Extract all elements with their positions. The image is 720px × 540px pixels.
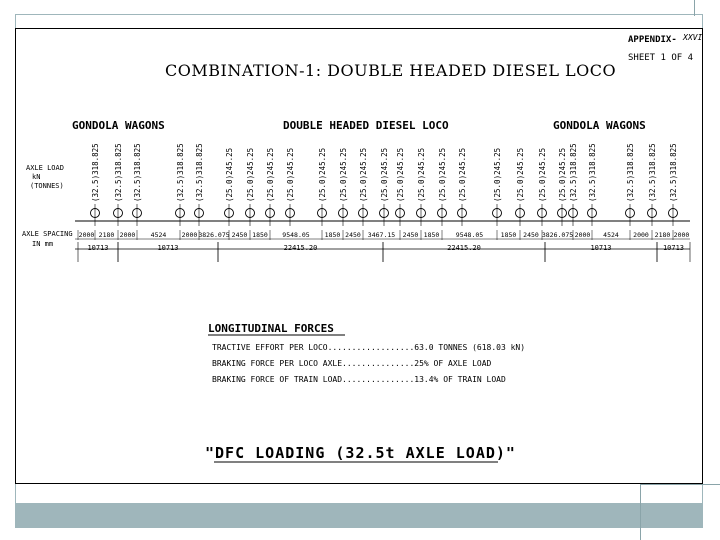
axle-load-value: (32.5)318.825 [626, 143, 635, 202]
axle-load-value: (32.5)318.825 [648, 143, 657, 202]
axle-spacing-value: 2000 [633, 231, 649, 239]
axle-load-value: (32.5)318.825 [114, 143, 123, 202]
spacing-group [78, 230, 689, 240]
axle-spacing-value: 2000 [119, 231, 136, 239]
axle-load-value: (32.5)318.825 [669, 143, 678, 202]
axle-load-value: (25.0)245.25 [359, 147, 368, 202]
axle-load-value: (25.0)245.25 [339, 147, 348, 202]
segment-length: 10713 [157, 244, 179, 252]
segment-length: 10713 [590, 244, 612, 252]
segment-length: 22415.20 [283, 244, 318, 252]
axle-load-value: (25.0)245.25 [318, 147, 327, 202]
axle-load-value: (25.0)245.25 [558, 147, 567, 202]
sheet-label: SHEET 1 OF 4 [628, 53, 694, 63]
axle-load-value: (25.0)245.25 [493, 147, 502, 202]
axle-spacing-value: 2000 [574, 231, 591, 239]
axle-load-value: (25.0)245.25 [246, 147, 255, 202]
loading-caption: "DFC LOADING (32.5t AXLE LOAD)" [205, 444, 516, 462]
axle-spacing-value: 2450 [523, 231, 539, 239]
axle-load-value: (32.5)318.825 [133, 143, 142, 202]
axle-load-value: (32.5)318.825 [91, 143, 100, 202]
axle-spacing-value: 4524 [603, 231, 619, 239]
segment-length: 10713 [662, 244, 685, 252]
forces-line-2: BRAKING FORCE PER LOCO AXLE...............25% OF AXLE LOAD [212, 359, 492, 368]
section-right: GONDOLA WAGONS [553, 119, 646, 132]
axle-spacing-value: 1850 [252, 231, 268, 239]
axle-load-value: (25.0)245.25 [225, 147, 234, 202]
segment-group [78, 242, 690, 262]
axle-load-tonnes: (TONNES) [30, 182, 64, 190]
axle-spacing-value: 4524 [150, 231, 167, 239]
axle-load-value: (25.0)245.25 [458, 147, 467, 202]
section-left: GONDOLA WAGONS [72, 119, 165, 132]
axle-spacing-value: 2450 [345, 231, 361, 239]
section-middle: DOUBLE HEADED DIESEL LOCO [283, 119, 449, 132]
axle-spacing-value: 2000 [78, 231, 95, 239]
forces-line-1: TRACTIVE EFFORT PER LOCO..................63.0 TONNES (618.03 kN) [212, 343, 526, 352]
axle-load-value: (25.0)245.25 [286, 147, 295, 202]
axle-load-value: (32.5)318.825 [195, 143, 204, 202]
axle-load-value: (25.0)245.25 [538, 147, 547, 202]
axle-load-value: (32.5)318.825 [588, 143, 597, 202]
axle-load-label: AXLE LOAD [26, 164, 64, 172]
axle-spacing-value: 2000 [673, 231, 690, 239]
axle-load-value: (32.5)318.825 [569, 143, 578, 202]
axle-spacing-value: 3467.15 [367, 231, 396, 239]
axle-spacing-value: 2000 [181, 231, 198, 239]
axle-load-value: (25.0)245.25 [266, 147, 275, 202]
axle-spacing-value: 9548.05 [282, 231, 310, 239]
spacing-label: AXLE SPACING [22, 230, 73, 238]
axle-spacing-value: 1850 [324, 231, 341, 239]
forces-line-3: BRAKING FORCE OF TRAIN LOAD...............13.4% OF TRAIN LOAD [212, 375, 506, 384]
axle-load-value: (25.0)245.25 [380, 147, 389, 202]
axle-load-value: (25.0)245.25 [516, 147, 525, 202]
segment-length: 22415.20 [447, 244, 481, 252]
axle-spacing-value: 3826.075 [198, 231, 230, 239]
axle-spacing-value: 1850 [423, 231, 440, 239]
axle-spacing-value: 2450 [231, 231, 248, 239]
axle-load-value: (32.5)318.825 [176, 143, 185, 202]
axle-spacing-value: 9548.05 [455, 231, 484, 239]
axle-spacing-value: 2180 [654, 231, 671, 239]
axle-spacing-value: 2450 [402, 231, 419, 239]
axle-spacing-value: 3826.075 [541, 231, 574, 239]
axle-load-unit: kN [32, 173, 41, 181]
appendix-label: APPENDIX- [628, 35, 677, 45]
axle-group [91, 143, 679, 226]
axle-load-value: (25.0)245.25 [417, 147, 426, 202]
axle-load-value: (25.0)245.25 [396, 147, 405, 202]
axle-load-value: (25.0)245.25 [438, 147, 447, 202]
axle-spacing-value: 2180 [98, 231, 115, 239]
segment-length: 10713 [87, 244, 109, 252]
axle-spacing-value: 1850 [500, 231, 517, 239]
appendix-number: XXVI [683, 33, 703, 42]
diagram-title: COMBINATION-1: DOUBLE HEADED DIESEL LOCO [165, 61, 617, 80]
spacing-unit: IN mm [32, 240, 54, 248]
forces-heading: LONGITUDINAL FORCES [208, 322, 334, 335]
